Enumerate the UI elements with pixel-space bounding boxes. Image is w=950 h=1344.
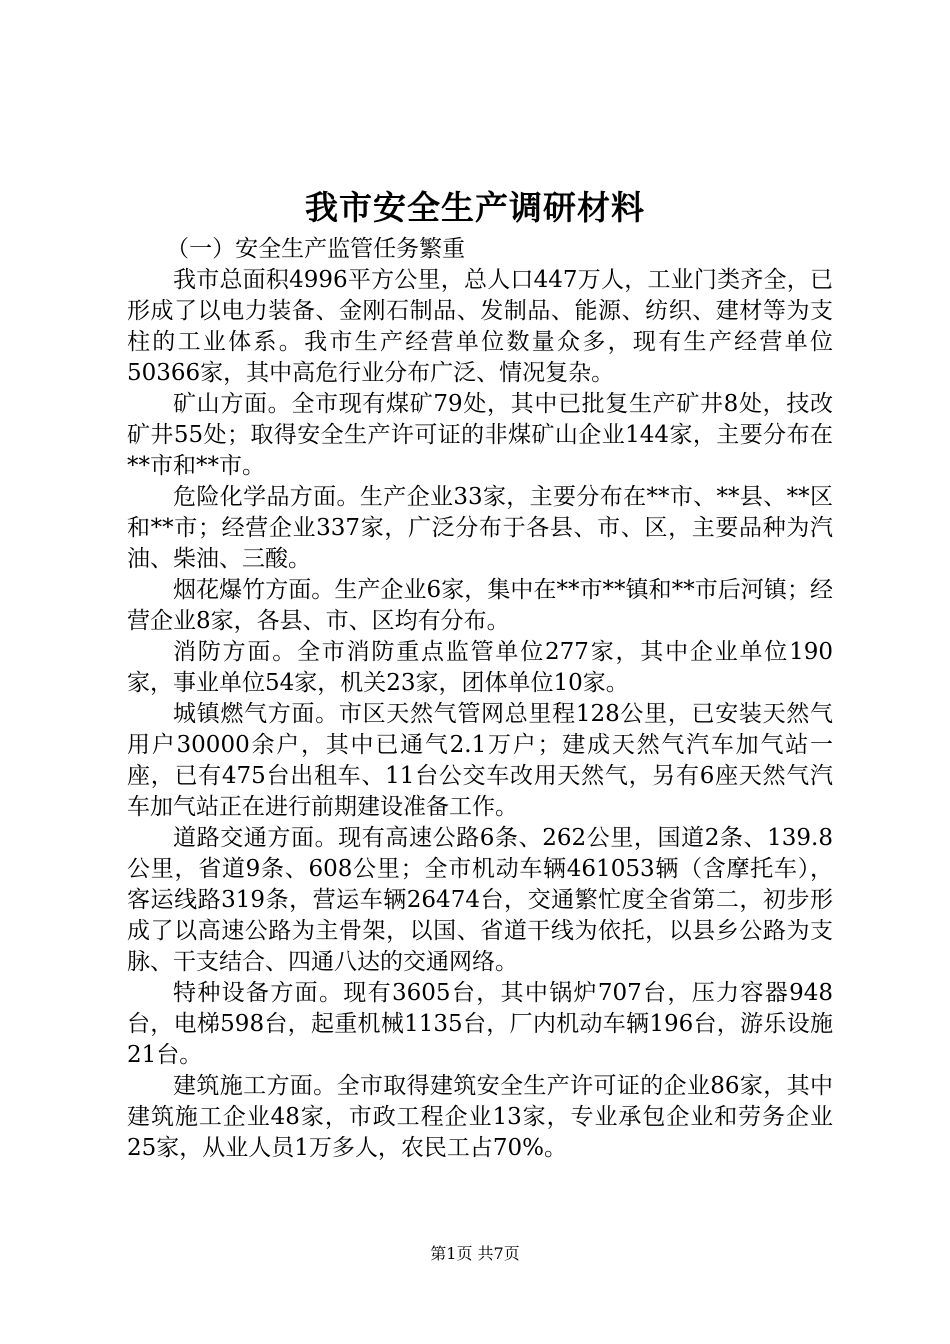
paragraph-overview: 我市总面积4996平方公里，总人口447万人，工业门类齐全，已形成了以电力装备、金刚石制品、发制品、能源、纺织、建材等为支柱的工业体系。我市生产经营单位数量众多，现有生产经营单位50366家，其中高危行业分布广泛、情况复杂。 xyxy=(127,267,833,386)
paragraph-hazardous-chemicals: 危险化学品方面。生产企业33家，主要分布在**市、**县、**区和**市；经营企业337家，广泛分布于各县、市、区，主要品种为汽油、柴油、三酸。 xyxy=(127,484,833,572)
paragraph-special-equipment: 特种设备方面。现有3605台，其中锅炉707台，压力容器948台，电梯598台，起重机械1135台，厂内机动车辆196台，游乐设施21台。 xyxy=(127,980,833,1068)
paragraph-fire-safety: 消防方面。全市消防重点监管单位277家，其中企业单位190家，事业单位54家，机关23家，团体单位10家。 xyxy=(127,639,833,696)
page-footer: 第1页 共7页 xyxy=(430,1244,520,1263)
document-title: 我市安全生产调研材料 xyxy=(305,188,645,227)
paragraph-mining: 矿山方面。全市现有煤矿79处，其中已批复生产矿井8处，技改矿井55处；取得安全生产许可证的非煤矿山企业144家，主要分布在**市和**市。 xyxy=(127,391,833,479)
document-body xyxy=(127,234,833,1164)
paragraph-construction: 建筑施工方面。全市取得建筑安全生产许可证的企业86家，其中建筑施工企业48家，市政工程企业13家，专业承包企业和劳务企业25家，从业人员1万多人，农民工占70%。 xyxy=(127,1073,833,1161)
paragraph-fireworks: 烟花爆竹方面。生产企业6家，集中在**市**镇和**市后河镇；经营企业8家，各县、市、区均有分布。 xyxy=(127,577,833,634)
paragraph-road-traffic: 道路交通方面。现有高速公路6条、262公里，国道2条、139.8公里，省道9条、608公里；全市机动车辆461053辆（含摩托车），客运线路319条，营运车辆26474台，交通繁忙度全省第二，初步形成了以高速公路为主骨架，以国、省道干线为依托，以县乡公路为支脉、干支结合、四通八达的交通网络。 xyxy=(127,825,833,975)
section-heading: （一）安全生产监管任务繁重 xyxy=(166,236,466,262)
paragraph-urban-gas: 城镇燃气方面。市区天然气管网总里程128公里，已安装天然气用户30000余户，其中已通气2.1万户；建成天然气汽车加气站一座，已有475台出租车、11台公交车改用天然气，另有6座天然气汽车加气站正在进行前期建设准备工作。 xyxy=(127,701,833,820)
